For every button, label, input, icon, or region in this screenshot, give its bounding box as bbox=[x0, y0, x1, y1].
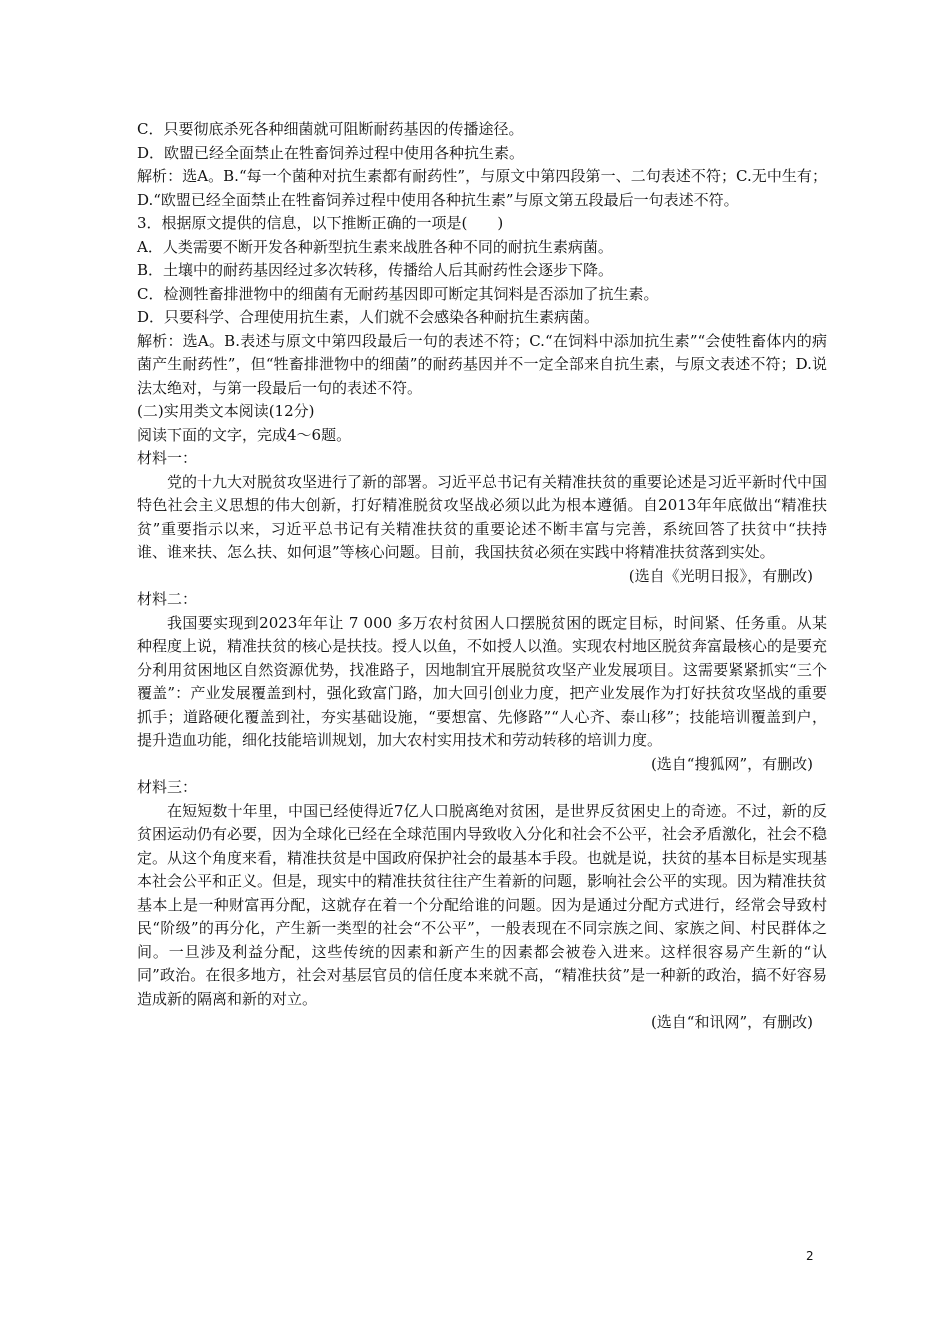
material1-source: (选自《光明日报》，有删改) bbox=[628, 566, 813, 585]
q2-analysis: 解析：选A。B.“每一个菌种对抗生素都有耐药性”，与原文中第四段第一、二句表述不符；C.无中生有；D.“欧盟已经全面禁止在牲畜饲养过程中使用各种抗生素”与原文第五段最后一句表述不符。 bbox=[137, 167, 827, 209]
q2-option-c: C．只要彻底杀死各种细菌就可阻断耐药基因的传播途径。 bbox=[137, 120, 524, 138]
material1-text: 党的十九大对脱贫攻坚进行了新的部署。习近平总书记有关精准扶贫的重要论述是习近平新时代中国特色社会主义思想的伟大创新，打好精准脱贫攻坚战必须以此为根本遵循。自2013年年底做出“精准扶贫”重要指示以来，习近平总书记有关精准扶贫的重要论述不断丰富与完善，系统回答了扶贫中“扶持谁、谁来扶、怎么扶、如何退”等核心问题。目前，我国扶贫必须在实践中将精准扶贫落到实处。 bbox=[137, 472, 828, 561]
material1-label: 材料一： bbox=[137, 449, 198, 467]
material2-label: 材料二： bbox=[137, 590, 198, 608]
material2-text: 我国要实现到2023年年让 7 000 多万农村贫困人口摆脱贫困的既定目标，时间紧、任务重。从某种程度上说，精准扶贫的核心是扶技。授人以鱼，不如授人以渔。实现农村地区脱贫奔富最核心的是要充分利用贫困地区自然资源优势，找准路子，因地制宜开展脱贫攻坚产业发展项目。这需要紧紧抓实“三个覆盖”：产业发展覆盖到村，强化致富门路，加大回引创业力度，把产业发展作为打好扶贫攻坚战的重要抓手；道路硬化覆盖到社，夯实基础设施，“要想富、先修路”“人心齐、泰山移”；技能培训覆盖到户，提升造血功能，细化技能培训规划，加大农村实用技术和劳动转移的培训力度。 bbox=[137, 613, 828, 749]
q2-option-d: D．欧盟已经全面禁止在牲畜饲养过程中使用各种抗生素。 bbox=[137, 143, 525, 162]
material3-text: 在短短数十年里，中国已经使得近7亿人口脱离绝对贫困，是世界反贫困史上的奇迹。不过，新的反贫困运动仍有必要，因为全球化已经在全球范围内导致收入分化和社会不公平，社会矛盾激化，社会不稳定。从这个角度来看，精准扶贫是中国政府保护社会的最基本手段。也就是说，扶贫的基本目标是实现基本社会公平和正义。但是，现实中的精准扶贫往往产生着新的问题，影响社会公平的实现。因为精准扶贫基本上是一种财富再分配，这就存在着一个分配给谁的问题。因为是通过分配方式进行，经常会导致村民“阶级”的再分化，产生新一类型的社会“不公平”，一般表现在不同宗族之间、家族之间、村民群体之间。一旦涉及利益分配，这些传统的因素和新产生的因素都会被卷入进来。这样很容易产生新的“认同”政治。在很多地方，社会对基层官员的信任度本来就不高，“精准扶贫”是一种新的政治，搞不好容易造成新的隔离和新的对立。 bbox=[137, 801, 828, 1008]
page-number: 2 bbox=[806, 1249, 814, 1263]
section-instruction: 阅读下面的文字，完成4～6题。 bbox=[137, 425, 352, 444]
section-heading: (二)实用类文本阅读(12分) bbox=[137, 402, 315, 420]
material3-label: 材料三： bbox=[137, 778, 198, 796]
q3-option-a: A．人类需要不断开发各种新型抗生素来战胜各种不同的耐抗生素病菌。 bbox=[137, 237, 613, 256]
material2-source: (选自“搜狐网”，有删改) bbox=[650, 754, 813, 773]
q3-analysis: 解析：选A。B.表述与原文中第四段最后一句的表述不符；C.“在饲料中添加抗生素”“会使牲畜体内的病菌产生耐药性”，但“牲畜排泄物中的细菌”的耐药基因并不一定全部来自抗生素，与原文表述不符；D.说法太绝对，与第一段最后一句的表述不符。 bbox=[137, 331, 827, 397]
q3-option-c: C．检测牲畜排泄物中的细菌有无耐药基因即可断定其饲料是否添加了抗生素。 bbox=[137, 284, 659, 303]
q3-question: 3．根据原文提供的信息，以下推断正确的一项是( ) bbox=[137, 214, 504, 232]
document-page bbox=[137, 118, 827, 1035]
material3-source: (选自“和讯网”，有删改) bbox=[650, 1013, 813, 1031]
q3-option-d: D．只要科学、合理使用抗生素，人们就不会感染各种耐抗生素病菌。 bbox=[137, 308, 600, 326]
q3-option-b: B．土壤中的耐药基因经过多次转移，传播给人后其耐药性会逐步下降。 bbox=[137, 261, 614, 279]
